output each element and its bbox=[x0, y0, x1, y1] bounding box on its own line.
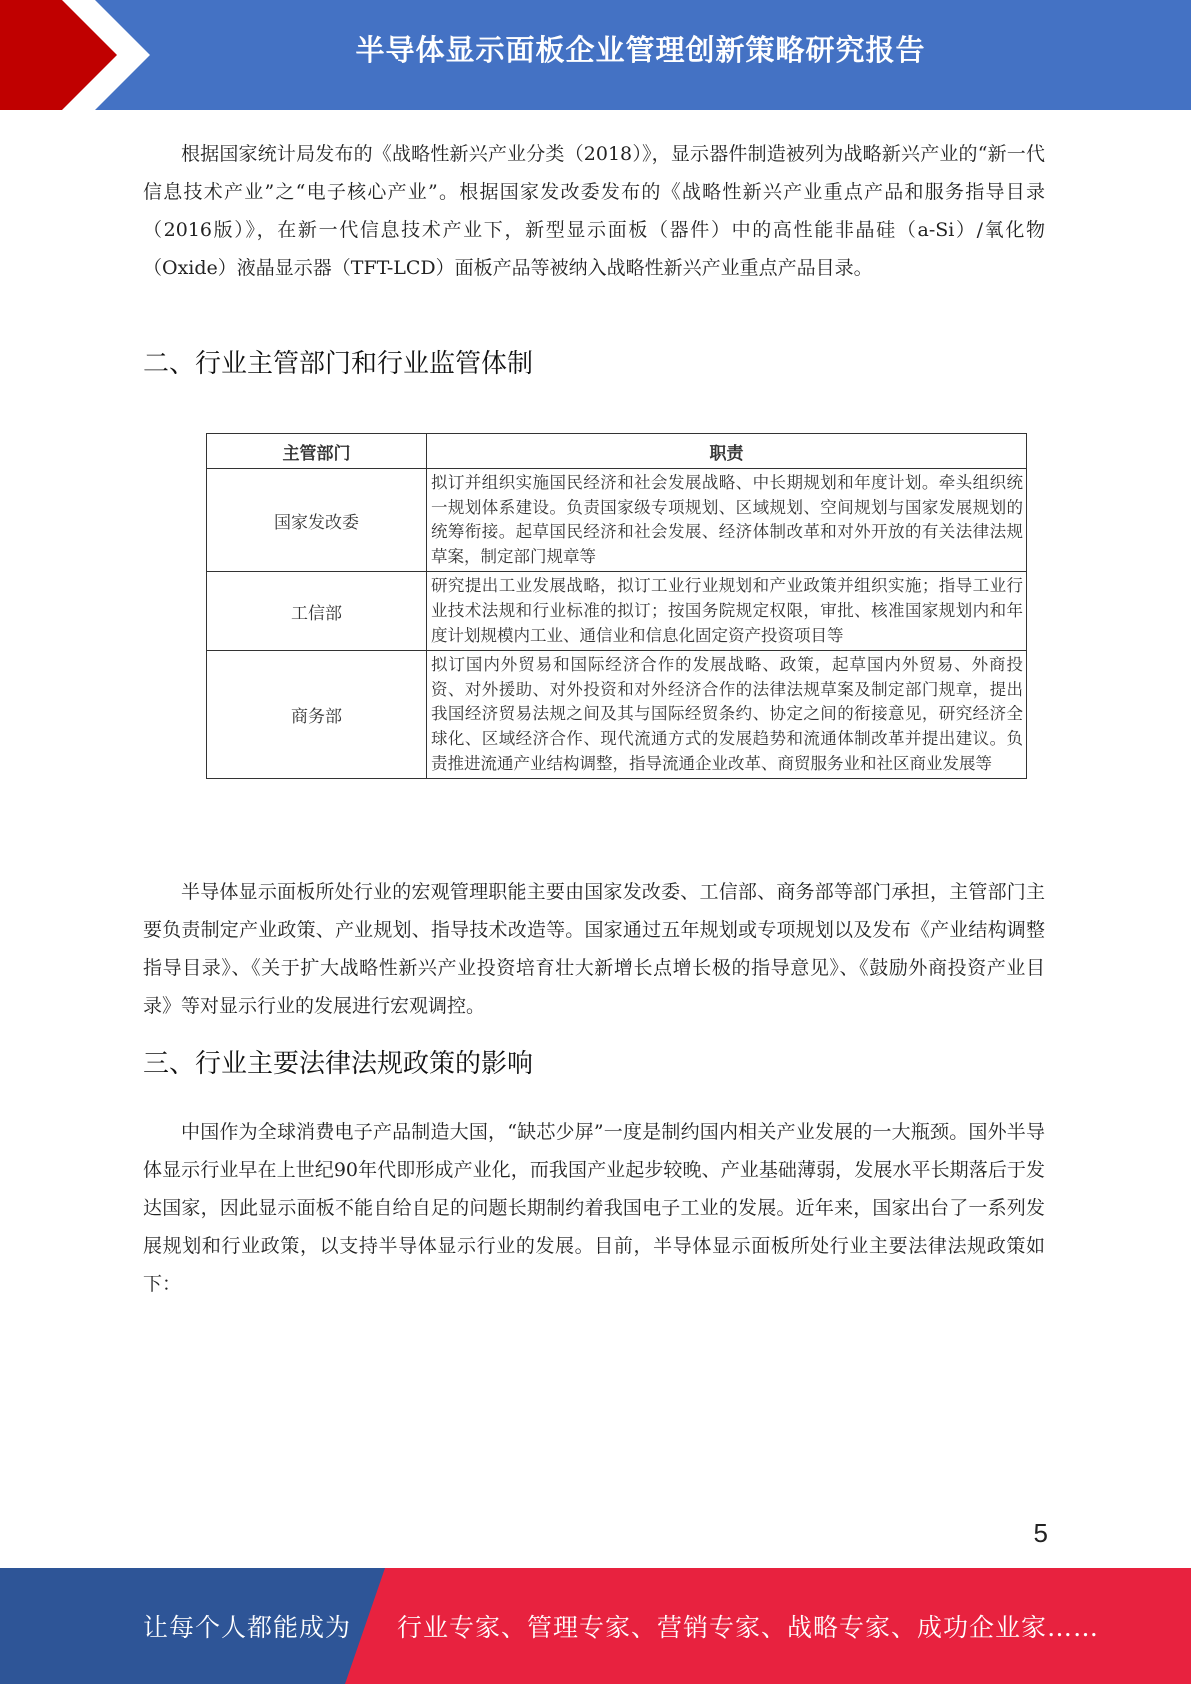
column-header-duty: 职责 bbox=[427, 434, 1027, 469]
footer-slogan-left: 让每个人都能成为 bbox=[143, 1613, 352, 1642]
table-row bbox=[207, 469, 1027, 572]
section-heading-policies: 三、行业主要法律法规政策的影响 bbox=[143, 1049, 534, 1079]
section-heading-regulators: 二、行业主管部门和行业监管体制 bbox=[143, 349, 534, 379]
duty-cell: 拟订国内外贸易和国际经济合作的发展战略、政策，起草国内外贸易、外商投资、对外援助、对外投资和对外经济合作的法律法规草案及制定部门规章，提出我国经济贸易法规之间及其与国际经贸条约、协定之间的衔接意见，研究经济全球化、区域经济合作、现代流通方式的发展趋势和流通体制改革并提出建议。负责推进流通产业结构调整，指导流通企业改革、商贸服务业和社区商业发展等 bbox=[427, 651, 1027, 779]
column-header-dept: 主管部门 bbox=[207, 434, 427, 469]
policy-paragraph: 中国作为全球消费电子产品制造大国，“缺芯少屏”一度是制约国内相关产业发展的一大瓶颈。国外半导体显示行业早在上世纪90年代即形成产业化，而我国产业起步较晚、产业基础薄弱，发展水平长期落后于发达国家，因此显示面板不能自给自足的问题长期制约着我国电子工业的发展。近年来，国家出台了一系列发展规划和行业政策，以支持半导体显示行业的发展。目前，半导体显示面板所处行业主要法律法规政策如下： bbox=[143, 1121, 1045, 1295]
header-bar bbox=[0, 0, 1191, 110]
footer-banner bbox=[0, 1568, 1191, 1684]
report-title: 半导体显示面板企业管理创新策略研究报告 bbox=[355, 33, 926, 67]
management-paragraph: 半导体显示面板所处行业的宏观管理职能主要由国家发改委、工信部、商务部等部门承担，主管部门主要负责制定产业政策、产业规划、指导技术改造等。国家通过五年规划或专项规划以及发布《产业结构调整指导目录》、《关于扩大战略性新兴产业投资培育壮大新增长点增长极的指导意见》、《鼓励外商投资产业目录》等对显示行业的发展进行宏观调控。 bbox=[143, 881, 1045, 1017]
regulator-duty-table bbox=[206, 433, 1027, 779]
dept-cell: 商务部 bbox=[207, 651, 427, 779]
footer-slogan-right: 行业专家、管理专家、营销专家、战略专家、成功企业家…… bbox=[397, 1613, 1100, 1642]
intro-paragraph: 根据国家统计局发布的《战略性新兴产业分类（2018）》，显示器件制造被列为战略新兴产业的“新一代信息技术产业”之“电子核心产业”。根据国家发改委发布的《战略性新兴产业重点产品和服务指导目录（2016版）》，在新一代信息技术产业下，新型显示面板（器件）中的高性能非晶硅（a-Si）/氧化物（Oxide）液晶显示器（TFT-LCD）面板产品等被纳入战略性新兴产业重点产品目录。 bbox=[143, 143, 1045, 279]
table-row bbox=[207, 651, 1027, 779]
duty-cell: 拟订并组织实施国民经济和社会发展战略、中长期规划和年度计划。牵头组织统一规划体系建设。负责国家级专项规划、区域规划、空间规划与国家发展规划的统筹衔接。起草国民经济和社会发展、经济体制改革和对外开放的有关法律法规草案，制定部门规章等 bbox=[427, 469, 1027, 572]
table-header-row bbox=[207, 434, 1027, 469]
dept-cell: 国家发改委 bbox=[207, 469, 427, 572]
dept-cell: 工信部 bbox=[207, 572, 427, 651]
duty-cell: 研究提出工业发展战略，拟订工业行业规划和产业政策并组织实施；指导工业行业技术法规和行业标准的拟订；按国务院规定权限，审批、核准国家规划内和年度计划规模内工业、通信业和信息化固定资产投资项目等 bbox=[427, 572, 1027, 651]
table-row bbox=[207, 572, 1027, 651]
header-arrow-decoration bbox=[0, 0, 160, 110]
page-number: 5 bbox=[1033, 1518, 1048, 1548]
